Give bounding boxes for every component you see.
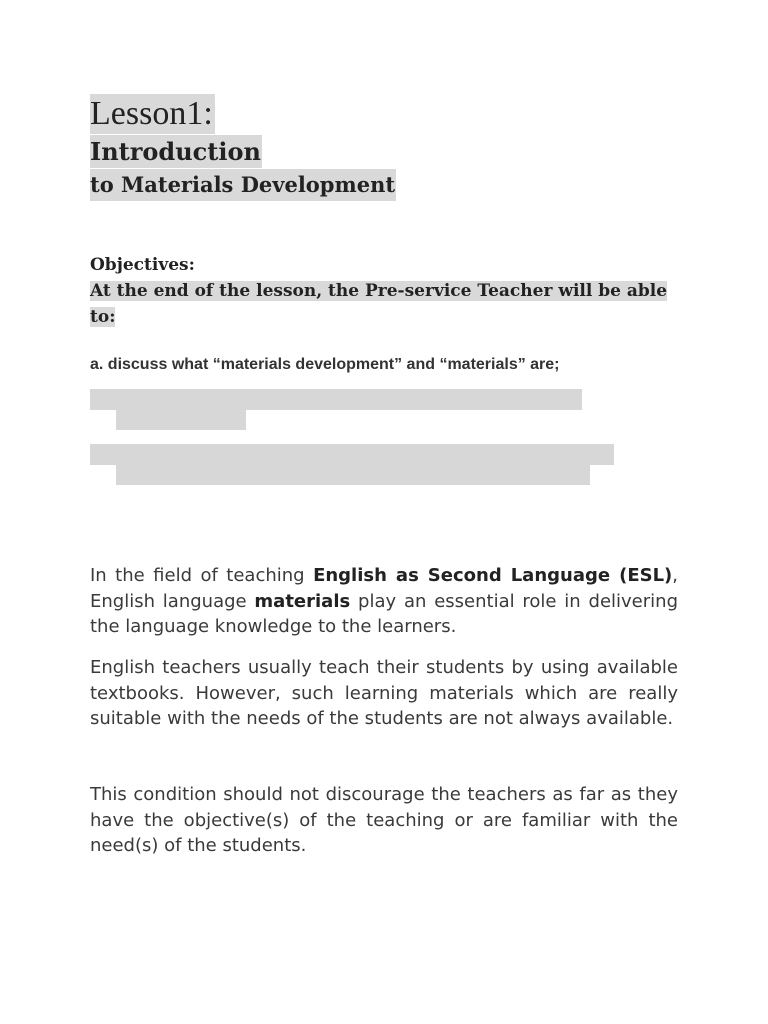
redaction-bar xyxy=(90,389,582,410)
body-paragraph xyxy=(90,563,678,640)
lesson-label: Lesson1: xyxy=(90,95,213,132)
page-subtitle: to Materials Development xyxy=(90,169,396,201)
emphasis-esl: English as Second Language (ESL) xyxy=(313,565,673,586)
emphasis-materials: materials xyxy=(254,590,351,612)
paragraph-text: , English language xyxy=(90,565,679,612)
paragraph-text: In the field of teaching xyxy=(90,565,314,586)
page-title: Introduction xyxy=(90,137,261,166)
redaction-bar xyxy=(116,410,246,430)
redaction-bar xyxy=(90,444,614,465)
body-paragraph: English teachers usually teach their students by using available textbooks. However, such learning materials which are really suitable with the needs of the students are not always available. xyxy=(90,657,678,729)
objective-item: a. discuss what “materials development” and “materials” are; xyxy=(90,356,560,373)
objectives-intro xyxy=(90,278,680,330)
objectives-heading: Objectives: xyxy=(90,255,195,275)
paragraph-text: play an essential role in delivering the language knowledge to the learners. xyxy=(90,590,678,637)
body-paragraph: This condition should not discourage the teachers as far as they have the objective(s) of the teaching or are familiar with the need(s) of the students. xyxy=(90,784,678,856)
objectives-intro-text: At the end of the lesson, the Pre-service Teacher will be able to: xyxy=(90,281,668,327)
redaction-bar xyxy=(116,465,590,485)
